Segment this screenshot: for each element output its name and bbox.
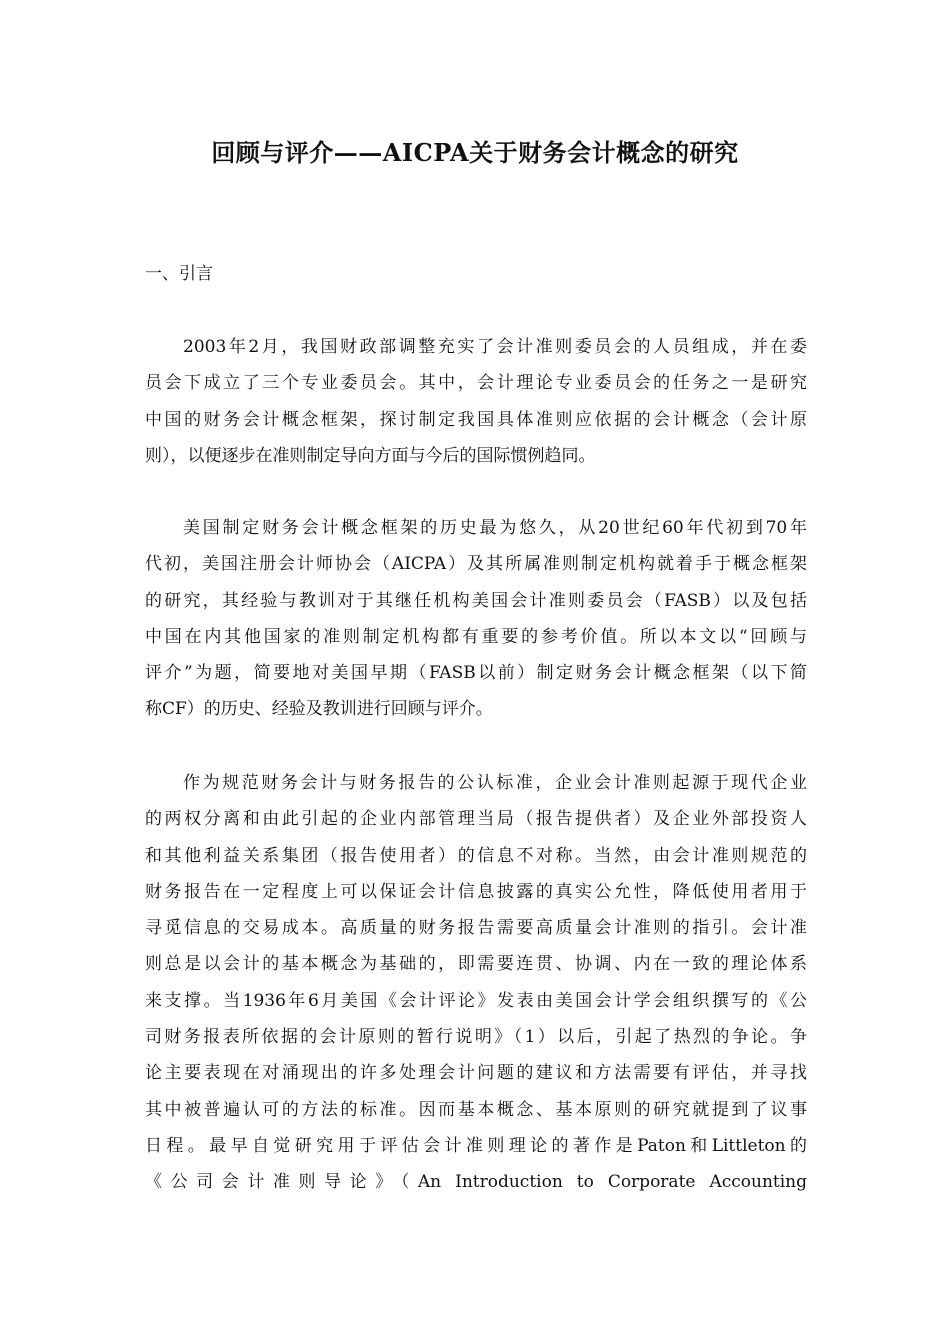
paragraph-line: 则），以便逐步在准则制定导向方面与今后的国际惯例趋同。 <box>145 445 596 466</box>
paragraph-line: 美国制定财务会计概念框架的历史最为悠久，从20世纪60年代初到70年 <box>183 518 807 538</box>
paragraph-line: 员会下成立了三个专业委员会。其中，会计理论专业委员会的任务之一是研究 <box>145 373 807 394</box>
paragraph-line: 日程。最早自觉研究用于评估会计准则理论的著作是Paton和Littleton的 <box>145 1135 807 1156</box>
paragraph-line: 财务报告在一定程度上可以保证会计信息披露的真实公允性，降低使用者用于 <box>145 881 807 902</box>
paragraph-line: 的两权分离和由此引起的企业内部管理当局（报告提供者）及企业外部投资人 <box>145 809 807 830</box>
paragraph-line: 评介”为题，简要地对美国早期（FASB以前）制定财务会计概念框架（以下简 <box>145 663 807 684</box>
paragraph-3 <box>145 765 807 1201</box>
paragraph-line: 2003年2月，我国财政部调整充实了会计准则委员会的人员组成，并在委 <box>183 337 807 357</box>
paragraph-line: 称CF）的历史、经验及教训进行回顾与评介。 <box>145 699 493 720</box>
paragraph-line: 论主要表现在对涌现出的许多处理会计问题的建议和方法需要有评估，并寻找 <box>145 1063 807 1084</box>
paragraph-line: 的研究，其经验与教训对于其继任机构美国会计准则委员会（FASB）以及包括 <box>145 590 807 611</box>
paragraph-line: 中国的财务会计概念框架，探讨制定我国具体准则应依据的会计概念（会计原 <box>145 409 807 430</box>
paragraph-line: 《公司会计准则导论》（An Introduction to Corporate Accounting <box>145 1172 807 1193</box>
paragraph-line: 作为规范财务会计与财务报告的公认标准，企业会计准则起源于现代企业 <box>183 773 807 793</box>
paragraph-line: 司财务报表所依据的会计原则的暂行说明》（1）以后，引起了热烈的争论。争 <box>145 1027 807 1048</box>
paragraph-line: 和其他利益关系集团（报告使用者）的信息不对称。当然，由会计准则规范的 <box>145 845 807 866</box>
paragraph-line: 代初，美国注册会计师协会（AICPA）及其所属准则制定机构就着手于概念框架 <box>145 554 807 575</box>
paragraph-line: 来支撑。当1936年6月美国《会计评论》发表由美国会计学会组织撰写的《公 <box>145 990 807 1011</box>
document-title: 回顾与评介——AICPA关于财务会计概念的研究 <box>211 138 739 167</box>
paragraph-line: 寻觅信息的交易成本。高质量的财务报告需要高质量会计准则的指引。会计准 <box>145 918 807 939</box>
paragraph-line: 中国在内其他国家的准则制定机构都有重要的参考价值。所以本文以“回顾与 <box>145 626 807 647</box>
paragraph-line: 其中被普遍认可的方法的标准。因而基本概念、基本原则的研究就提到了议事 <box>145 1099 807 1120</box>
section-heading: 一、引言 <box>145 264 213 284</box>
paragraph-2 <box>145 510 807 728</box>
paragraph-1 <box>145 329 807 474</box>
paragraph-line: 则总是以会计的基本概念为基础的，即需要连贯、协调、内在一致的理论体系 <box>145 954 807 975</box>
